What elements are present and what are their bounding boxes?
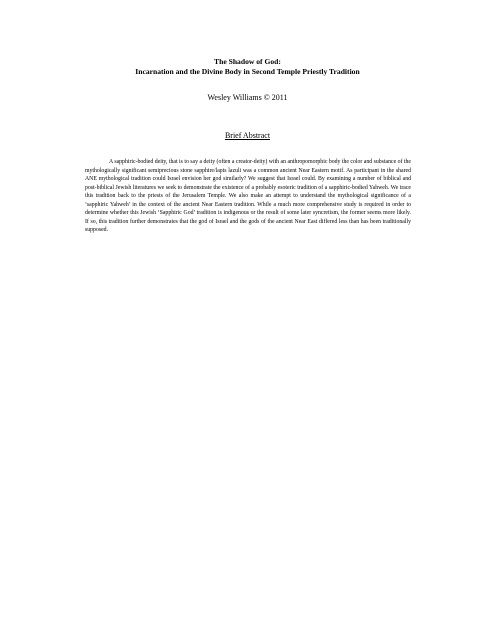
document-subtitle: Incarnation and the Divine Body in Second Temple Priestly Tradition: [135, 67, 360, 76]
abstract-heading: [0, 131, 495, 141]
author-line: Wesley Williams © 2011: [207, 93, 288, 102]
abstract-paragraph: A sapphiric-bodied deity, that is to say a deity (often a creator-deity) with an anthropomorphic body the color and substance of the mythologically significant semiprecious stone sapphire/lapis lazuli was a common ancient Near Eastern motif. As participant in the shared ANE mythological tradition could Israel envision her god similarly? We suggest that Israel could. By examining a number of biblical and post-biblical Jewish literatures we seek to demonstrate the existence of a probably esoteric tradition of a sapphiric-bodied Yahweh. We trace this tradition back to the priests of the Jerusalem Temple. We also make an attempt to understand the mythological significance of a ‘sapphiric Yahweh’ in the context of the ancient Near Eastern tradition. While a much more comprehensive study is required in order to determine whether this Jewish ‘Sapphiric God’ tradition is indigenous or the result of some later syncretism, the former seems more likely. If so, this tradition further demonstrates that the god of Israel and the gods of the ancient Near East differed less than has been traditionally supposed.: [85, 159, 411, 234]
document-title: The Shadow of God:: [214, 57, 281, 66]
abstract-heading-text: Brief Abstract: [224, 131, 271, 140]
title-block: [0, 57, 495, 77]
